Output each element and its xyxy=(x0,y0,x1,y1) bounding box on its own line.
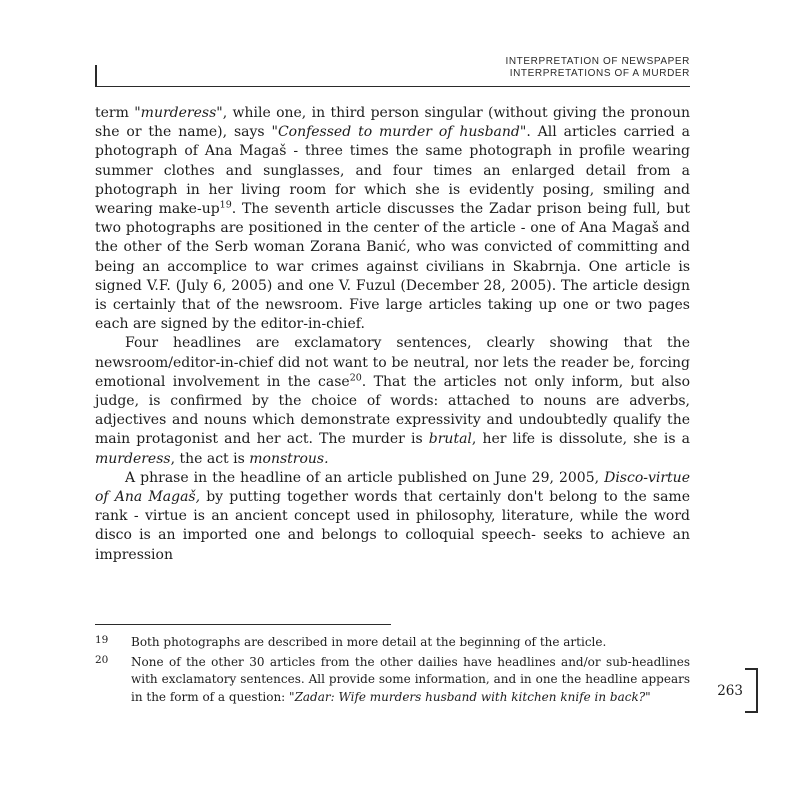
page-number: 263 xyxy=(717,682,743,699)
text-run: brutal xyxy=(428,431,472,448)
text-run: Zadar: Wife murders husband with kitchen knife in back? xyxy=(294,689,646,704)
footnote-reference: 19 xyxy=(219,199,232,211)
text-run: None of the other 30 articles from the other dailies have headlines and/or sub-headlines with exclamatory sentences. All provide some information, and in one the headline appears in the form of a question: " xyxy=(131,654,690,704)
page-header xyxy=(95,56,690,87)
paragraph xyxy=(95,334,690,468)
text-run: . That the articles not only inform, but also judge, is confirmed by the choice of words: attached to nouns are adverbs, adjectives and nouns which demonstrate expressivity and undoubtedly qualify the main protagonist and her act. The murder is xyxy=(95,373,690,448)
text-run: by putting together words that certainly don't belong to the same rank - virtue is an ancient concept used in philosophy, literature, while the word disco is an imported one and belongs to colloquial speech- seeks to achieve an impression xyxy=(95,489,690,563)
footnote-reference: 20 xyxy=(349,372,362,384)
text-run: Four headlines are exclamatory sentences, clearly showing that the newsroom/editor-in-chief did not want to be neutral, nor lets the reader be, forcing emotional involvement in the case xyxy=(95,335,690,390)
body-text xyxy=(95,104,690,565)
page-number-marker xyxy=(716,668,758,713)
footnote-marker: 20 xyxy=(95,653,109,666)
page-marker-tick-bottom xyxy=(745,711,758,713)
paragraph xyxy=(95,469,690,565)
text-run: " xyxy=(645,689,651,704)
footnote-rule xyxy=(95,624,391,625)
text-run: Disco-virtue of Ana Magaš, xyxy=(95,469,690,506)
text-run: term " xyxy=(95,105,141,121)
footnotes-section xyxy=(95,624,690,708)
footnote xyxy=(95,634,690,652)
footnotes-list xyxy=(95,634,690,706)
text-run: A phrase in the headline of an article published on June 29, 2005, xyxy=(125,469,605,486)
text-run: . The seventh article discusses the Zadar prison being full, but two photographs are positioned in the center of the article - one of Ana Magaš and the other of the Serb woman Zorana Banić, who was convicted of committing and being an accomplice to war crimes against civilians in Skabrnja. One article is signed V.F. (July 6, 2005) and one V. Fuzul (December 28, 2005). The article design is certainly that of the newsroom. Five large articles taking up one or two pages each are signed by the editor-in-chief. xyxy=(95,201,690,333)
footnote-text xyxy=(131,654,690,707)
text-run: ", while one, in third person singular (without giving the pronoun she or the name), says " xyxy=(95,105,690,141)
text-run: Confessed to murder of husband xyxy=(277,124,520,141)
running-head xyxy=(95,56,690,86)
text-run: murderess xyxy=(95,450,171,467)
paragraph xyxy=(95,104,690,334)
header-corner-tick xyxy=(95,65,97,86)
text-run: , her life is dissolute, she is a xyxy=(471,431,690,448)
text-run: , the act is xyxy=(170,450,250,467)
footnote xyxy=(95,654,690,707)
text-run: murderess xyxy=(140,105,217,121)
running-head-line1: INTERPRETATION OF NEWSPAPER xyxy=(505,56,690,67)
page-marker-vline xyxy=(756,668,758,713)
text-run: monstrous. xyxy=(249,450,329,467)
footnote-text xyxy=(131,634,690,652)
header-rule xyxy=(95,86,690,87)
text-run: Both photographs are described in more detail at the beginning of the article. xyxy=(131,635,607,649)
running-head-line2: INTERPRETATIONS OF A MURDER xyxy=(509,67,690,79)
footnote-marker: 19 xyxy=(95,634,109,646)
text-run: ". All articles carried a photograph of Ana Magaš - three times the same photograph in profile wearing summer clothes and sunglasses, and four times an enlarged detail from a photograph in her living room for which she is evidently posing, smiling and wearing make-up xyxy=(95,124,690,218)
